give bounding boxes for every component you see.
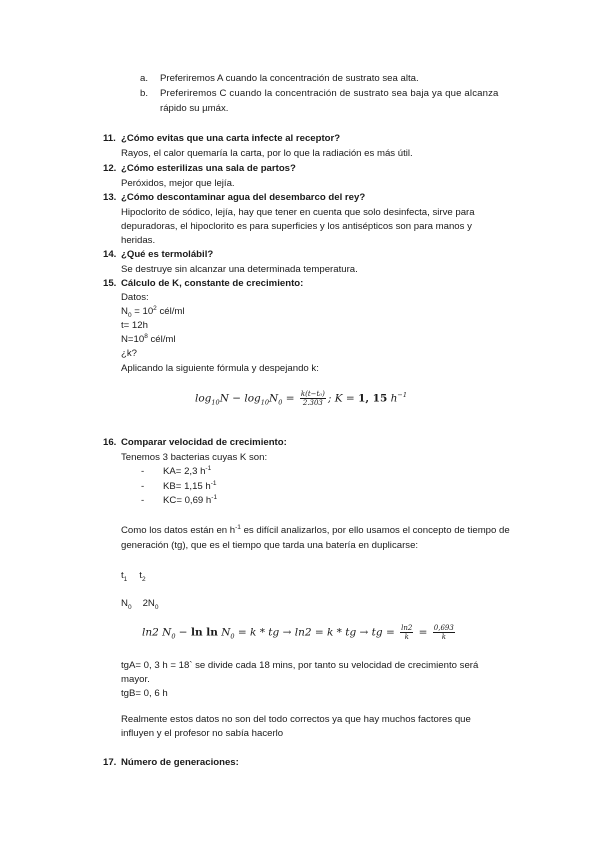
- eq-text: = k * tg → ln2 = k * tg → tg =: [234, 626, 399, 639]
- two-n0-sub: 0: [154, 603, 159, 611]
- var-exp: 8: [144, 332, 148, 340]
- question-text: ¿Cómo evitas que una carta infecte al receptor?: [121, 133, 341, 144]
- list-letter: a.: [140, 73, 149, 84]
- note-line-2: influyen y el profesor no sabía hacerlo: [121, 728, 284, 739]
- list-text: Preferiremos C cuando la concentración de sustrato sea baja ya que alcanza: [160, 88, 499, 99]
- question-number: 14.: [103, 249, 117, 260]
- equation-tg: [142, 624, 457, 641]
- bullet-item: [141, 466, 211, 478]
- bullet-dash: -: [141, 495, 145, 506]
- tga-line: tgA= 0, 3 h = 18` se divide cada 18 mins, por tanto su velocidad de crecimiento será: [121, 660, 479, 671]
- eq-text: N: [217, 626, 231, 639]
- para-text: Como los datos están en h: [121, 525, 236, 536]
- paragraph-line-1: [121, 525, 510, 537]
- t1-sub: 1: [123, 575, 128, 583]
- fraction-numerator: ln2: [401, 624, 413, 632]
- list-item-b-cont: rápido su µmáx.: [160, 103, 229, 114]
- question-15-title: [103, 278, 303, 290]
- formula-instruction: Aplicando la siguiente fórmula y despejando k:: [121, 363, 319, 374]
- t2-sub: 2: [141, 575, 146, 583]
- var-sub: 0: [127, 311, 132, 319]
- eq-result: 1, 15: [358, 392, 388, 405]
- list-item-b: [140, 88, 499, 100]
- bullet-exp: -1: [210, 479, 217, 487]
- question-13-answer-line-3: heridas.: [121, 235, 156, 246]
- question-text: Cálculo de K, constante de crecimiento:: [121, 278, 304, 289]
- eq-text: =: [415, 626, 431, 639]
- question-number: 16.: [103, 437, 117, 448]
- question-11-answer: Rayos, el calor quemaría la carta, por lo que la radiación es más útil.: [121, 148, 413, 159]
- bullet-item: [141, 481, 217, 493]
- eq-text: =: [282, 392, 298, 405]
- question-number: 12.: [103, 163, 117, 174]
- datos-label: Datos:: [121, 292, 149, 303]
- fraction-numerator: k(t−t₀): [300, 390, 325, 398]
- bullet-text: KA= 2,3 h: [163, 466, 206, 477]
- bullet-exp: -1: [205, 464, 212, 472]
- equation-k: [195, 390, 407, 407]
- bullet-dash: -: [141, 481, 145, 492]
- question-12-title: [103, 163, 296, 175]
- eq-exp: −1: [397, 391, 407, 399]
- eq-sub: 10: [211, 398, 220, 407]
- question-12-answer: Peróxidos, mejor que lejía.: [121, 178, 235, 189]
- n0-sub: 0: [127, 603, 132, 611]
- eq-sub: 10: [260, 398, 270, 407]
- eq-text: −: [175, 626, 191, 639]
- question-text: Comparar velocidad de crecimiento:: [121, 437, 287, 448]
- n0-label: N: [121, 598, 128, 609]
- question-number: 17.: [103, 757, 117, 768]
- question-text: ¿Cómo esterilizas una sala de partos?: [121, 163, 296, 174]
- eq-text: N: [269, 392, 279, 405]
- eq-fraction: [300, 390, 326, 407]
- question-14-title: [103, 249, 213, 261]
- datos-n0: [121, 306, 185, 318]
- t1-label: t: [121, 570, 124, 581]
- var-unit: cél/ml: [156, 306, 185, 317]
- list-letter: b.: [140, 88, 149, 99]
- bullet-item: [141, 495, 217, 507]
- t2-label: t: [139, 570, 142, 581]
- fraction-numerator: 0,693: [433, 624, 454, 632]
- question-number: 13.: [103, 192, 117, 203]
- paragraph-line-2: generación (tg), que es el tiempo que tarda una batería en duplicarse:: [121, 540, 419, 551]
- question-text: Número de generaciones:: [121, 757, 239, 768]
- eq-lnln: ln ln: [190, 626, 218, 639]
- note-line-1: Realmente estos datos no son del todo correctos ya que hay muchos factores que: [121, 714, 471, 725]
- population-labels: [121, 598, 158, 610]
- question-number: 15.: [103, 278, 117, 289]
- two-n0-label: 2N: [142, 598, 155, 609]
- question-11-title: [103, 133, 340, 145]
- eq-fraction: [433, 624, 455, 641]
- para-text: es difícil analizarlos, por ello usamos el concepto de tiempo de: [240, 525, 510, 536]
- eq-sub: 0: [278, 398, 283, 407]
- eq-text: h: [387, 392, 398, 405]
- var-n: N=10: [121, 334, 145, 345]
- var-unit: cél/ml: [147, 334, 176, 345]
- bacteria-intro: Tenemos 3 bacterias cuyas K son:: [121, 452, 268, 463]
- var-n: N: [121, 306, 128, 317]
- eq-fraction: [400, 624, 413, 641]
- datos-n: [121, 334, 176, 346]
- question-17-title: [103, 757, 239, 769]
- eq-text: N − log: [219, 392, 261, 405]
- var-exp: 2: [153, 304, 157, 312]
- eq-text: log: [195, 392, 212, 405]
- question-13-answer-line-1: Hipoclorito de sódico, lejía, hay que tener en cuenta que solo desinfecta, sirve para: [121, 207, 475, 218]
- k-question: ¿k?: [121, 348, 137, 359]
- para-exp: -1: [235, 523, 241, 531]
- question-text: ¿Qué es termolábil?: [121, 249, 214, 260]
- question-13-answer-line-2: depuradoras, el hipoclorito es para superficies y los antisépticos son para manos y: [121, 221, 472, 232]
- eq-text: ln2 N: [142, 626, 172, 639]
- question-16-title: [103, 437, 287, 449]
- fraction-denominator: k: [404, 633, 409, 641]
- datos-t: t= 12h: [121, 320, 148, 331]
- time-labels: [121, 570, 146, 582]
- var-eq: = 10: [131, 306, 154, 317]
- bullet-text: KB= 1,15 h: [163, 481, 211, 492]
- eq-sub: 0: [171, 632, 176, 641]
- question-text: ¿Cómo descontaminar agua del desembarco del rey?: [121, 192, 366, 203]
- fraction-denominator: 2.303: [302, 399, 323, 407]
- question-14-answer: Se destruye sin alcanzar una determinada temperatura.: [121, 264, 358, 275]
- question-number: 11.: [103, 133, 116, 144]
- list-text: Preferiremos A cuando la concentración de sustrato sea alta.: [160, 73, 419, 84]
- bullet-exp: -1: [211, 493, 218, 501]
- eq-sub: 0: [230, 632, 235, 641]
- bullet-dash: -: [141, 466, 145, 477]
- list-item-a: [140, 73, 419, 85]
- fraction-denominator: k: [441, 633, 446, 641]
- eq-text: ; K =: [327, 392, 359, 405]
- question-13-title: [103, 192, 365, 204]
- tga-line-2: mayor.: [121, 674, 150, 685]
- tgb-line: tgB= 0, 6 h: [121, 688, 168, 699]
- bullet-text: KC= 0,69 h: [163, 495, 212, 506]
